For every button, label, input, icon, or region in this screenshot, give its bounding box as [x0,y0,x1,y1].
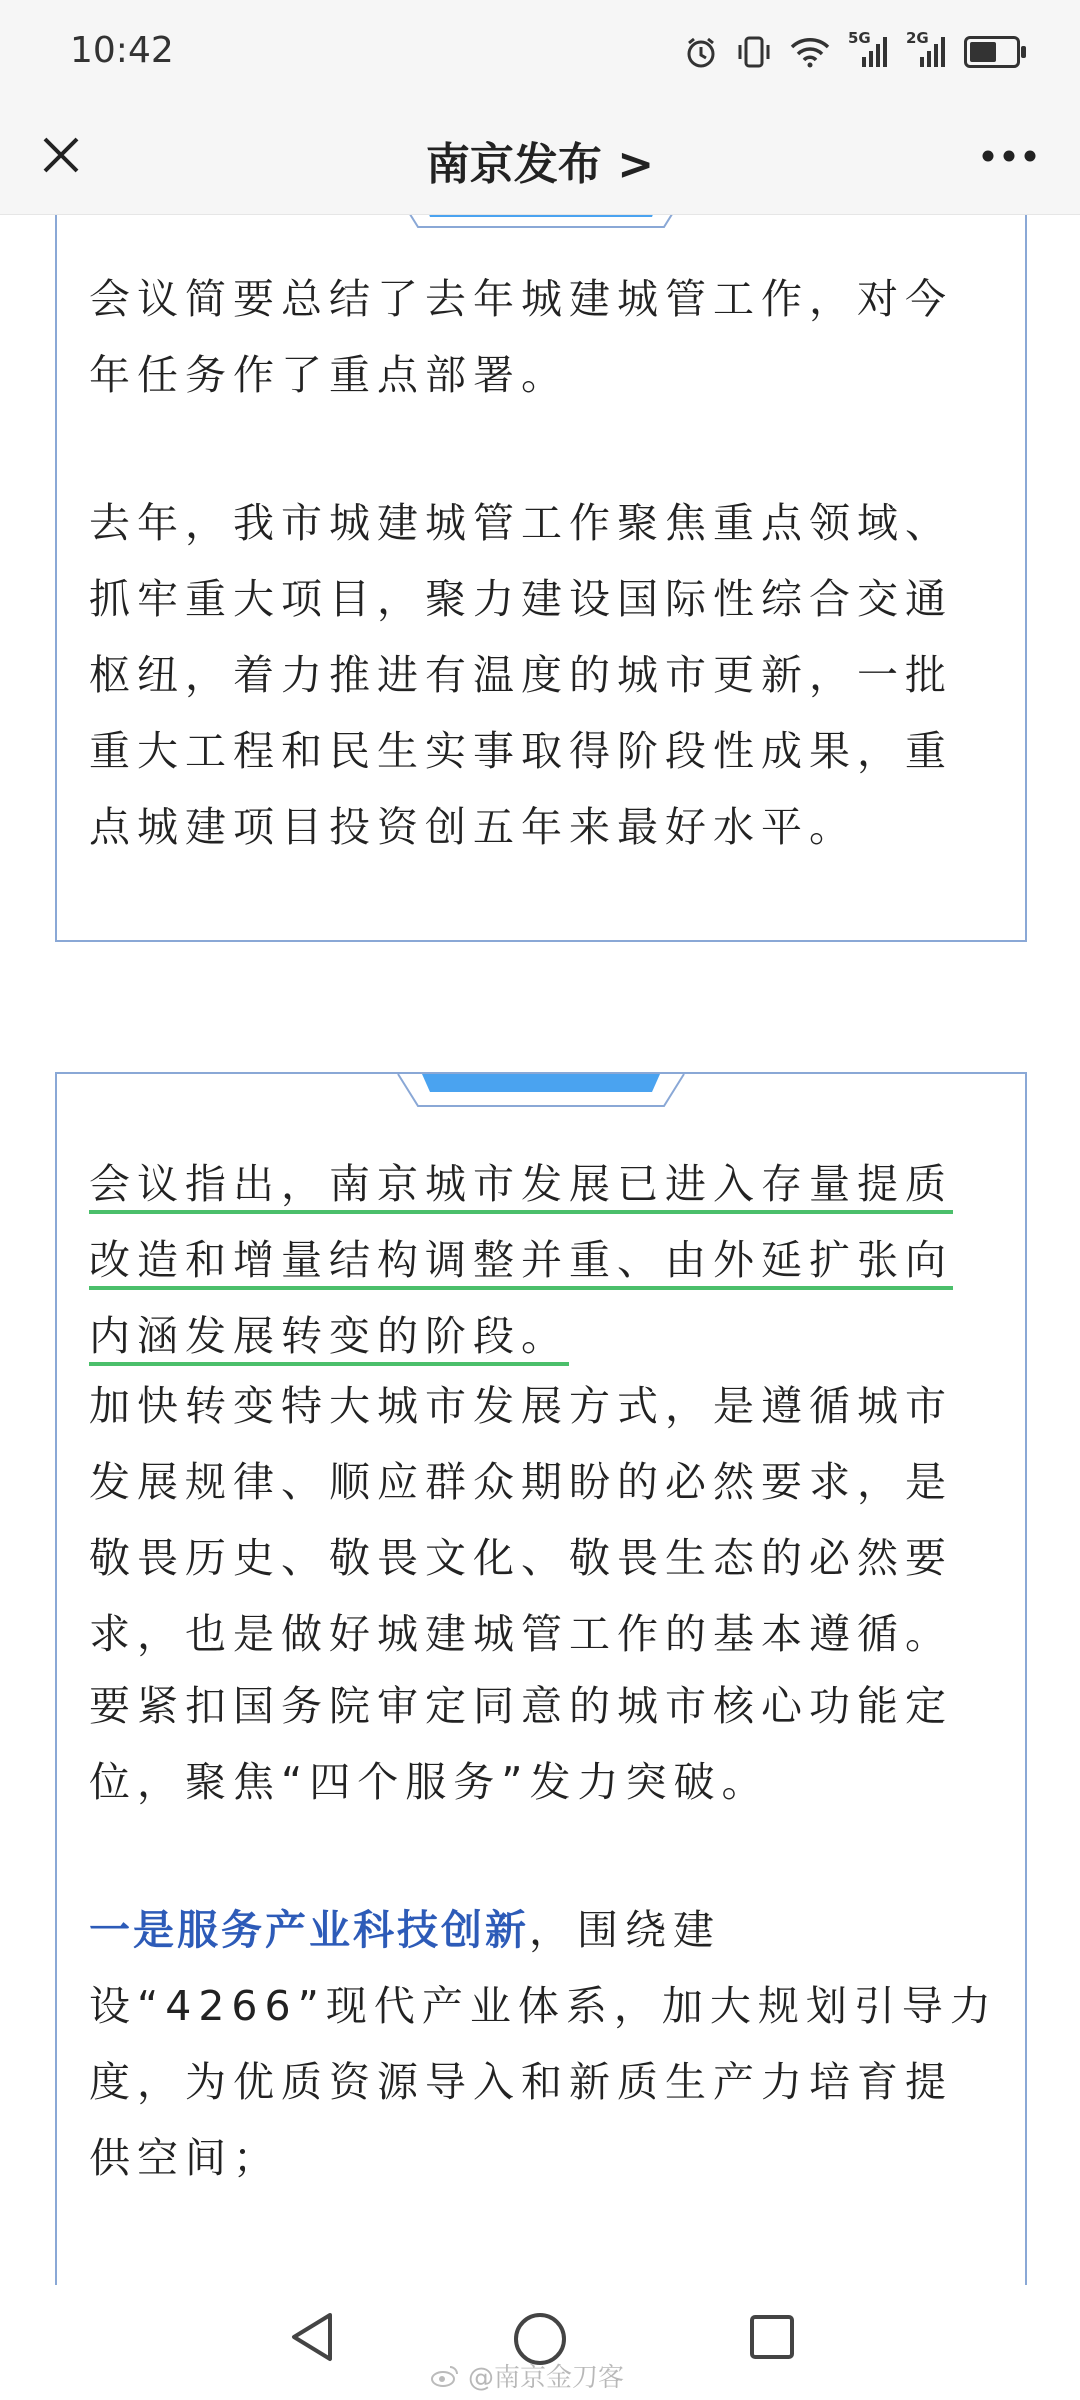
battery-level [970,42,996,62]
status-time: 10:42 [70,30,174,71]
weibo-logo-icon [430,2364,460,2388]
article-card-1 [55,215,1027,942]
article-content [0,215,1080,2285]
signal-5g-label: 5G [848,29,871,47]
highlight-text: 会议指出，南京城市发展已进入存量提质改造和增量结构调整并重、由外延扩张向内涵发展转变的阶段。 [89,1160,953,1366]
more-options-button[interactable] [974,134,1044,178]
account-title-link[interactable]: 南京发布 > [425,139,655,190]
top-navigation-bar [0,100,1080,215]
vibrate-icon [736,35,772,69]
more-dots-icon [981,149,1037,163]
point-1-text: ，围绕建设“4266”现代产业体系，加大规划引导力度，为优质资源导入和新质生产力培育提供空间； [89,1906,998,2182]
paragraph: 加快转变特大城市发展方式，是遵循城市发展规律、顺应群众期盼的必然要求，是敬畏历史、敬畏文化、敬畏生态的必然要求，也是做好城建城管工作的基本遵循。 [89,1382,953,1658]
status-icons [684,30,1020,74]
back-triangle-icon[interactable] [282,2307,342,2367]
card-tab-decoration [396,1072,686,1112]
battery-icon [964,36,1020,68]
point-1-title: 一是服务产业科技创新 [89,1906,529,1954]
weibo-watermark [430,2357,624,2394]
status-bar [0,0,1080,100]
card-tab-decoration [396,215,686,233]
paragraph: 会议简要总结了去年城建城管工作，对今年任务作了重点部署。 [89,275,953,399]
wifi-icon [790,36,830,68]
signal-5g-icon [848,29,888,69]
signal-2g-label: 2G [906,29,929,47]
article-card-2 [55,1072,1027,2285]
system-navigation-bar [0,2285,1080,2400]
paragraph-point-1 [89,1892,999,2196]
paragraph: 去年，我市城建城管工作聚焦重点领域、抓牢重大项目，聚力建设国际性综合交通枢纽，着力推进有温度的城市更新，一批重大工程和民生实事取得阶段性成果，重点城建项目投资创五年来最好水平。 [89,499,953,851]
alarm-icon [684,35,718,69]
signal-2g-icon [906,29,946,69]
recent-apps-square-icon[interactable] [744,2309,800,2365]
highlighted-paragraph [89,1146,999,1374]
paragraph: 要紧扣国务院审定同意的城市核心功能定位，聚焦“四个服务”发力突破。 [89,1682,953,1806]
watermark-text: @南京金刀客 [468,2363,625,2393]
